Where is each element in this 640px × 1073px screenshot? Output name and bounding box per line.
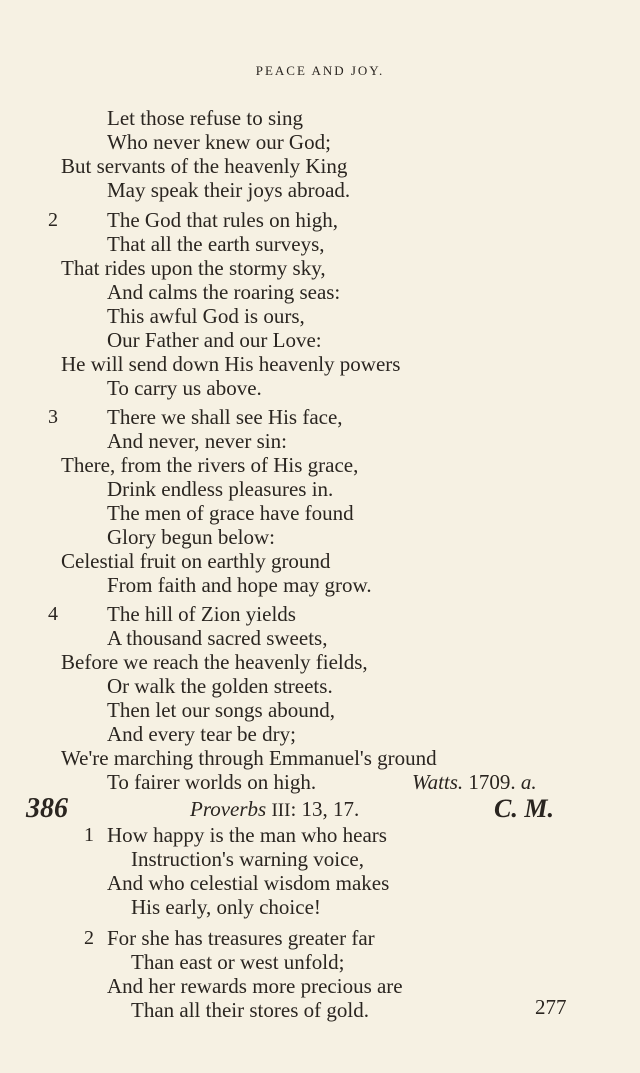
verse-line: To carry us above. <box>107 376 262 400</box>
verse-line: Who never knew our God; <box>107 130 331 154</box>
verse-line: From faith and hope may grow. <box>107 573 372 597</box>
attribution-year: 1709. <box>468 770 516 794</box>
verse-line: Glory begun below: <box>107 525 275 549</box>
verse-line: To fairer worlds on high. <box>107 770 317 794</box>
running-header: PEACE AND JOY. <box>255 63 385 78</box>
verse-line: Our Father and our Love: <box>107 328 322 352</box>
verse-line: Then let our songs abound, <box>107 698 336 722</box>
verse-line: How happy is the man who hears <box>107 823 387 847</box>
verse-line: Or walk the golden streets. <box>107 674 333 698</box>
verse-line: That rides upon the stormy sky, <box>61 256 326 280</box>
verse-number: 2 <box>84 927 94 949</box>
verse-line: Than all their stores of gold. <box>131 998 369 1022</box>
verse-line: There, from the rivers of His grace, <box>61 453 359 477</box>
verse-line: This awful God is ours, <box>107 304 305 328</box>
attribution-author: Watts. <box>412 770 464 794</box>
scripture-verses: : 13, 17. <box>290 797 360 821</box>
verse-line: That all the earth surveys, <box>107 232 325 256</box>
verse-number: 3 <box>48 406 58 428</box>
verse-line: For she has treasures greater far <box>107 926 375 950</box>
scripture-chapter: III <box>271 800 291 821</box>
verse-line: Before we reach the heavenly fields, <box>61 650 368 674</box>
scripture-reference <box>190 797 359 822</box>
verse-line: His early, only choice! <box>131 895 321 919</box>
verse-line: And every tear be dry; <box>107 722 296 746</box>
verse-line: A thousand sacred sweets, <box>107 626 328 650</box>
verse-line: And who celestial wisdom makes <box>107 871 390 895</box>
verse-line: The hill of Zion yields <box>107 602 296 626</box>
verse-line: The men of grace have found <box>107 501 354 525</box>
verse-line: And her rewards more precious are <box>107 974 403 998</box>
verse-line: Than east or west unfold; <box>131 950 345 974</box>
verse-line: The God that rules on high, <box>107 208 338 232</box>
verse-line: He will send down His heavenly powers <box>61 352 401 376</box>
attribution-mark: a. <box>520 770 537 794</box>
verse-number: 4 <box>48 603 58 625</box>
verse-line: May speak their joys abroad. <box>107 178 351 202</box>
page-number: 277 <box>535 995 567 1019</box>
attribution <box>412 770 537 794</box>
verse-line: And never, never sin: <box>107 429 287 453</box>
verse-line: Let those refuse to sing <box>107 106 303 130</box>
hymn-meter: C. M. <box>494 794 554 823</box>
verse-line: Instruction's warning voice, <box>131 847 364 871</box>
verse-line: Celestial fruit on earthly ground <box>61 549 331 573</box>
verse-number: 2 <box>48 209 58 231</box>
verse-number: 1 <box>84 824 94 846</box>
hymn-number: 386 <box>26 793 68 824</box>
verse-line: And calms the roaring seas: <box>107 280 341 304</box>
scripture-book: Proverbs <box>190 797 267 821</box>
verse-line: There we shall see His face, <box>107 405 343 429</box>
verse-line: We're marching through Emmanuel's ground <box>61 746 437 770</box>
verse-line: Drink endless pleasures in. <box>107 477 334 501</box>
verse-line: But servants of the heavenly King <box>61 154 348 178</box>
